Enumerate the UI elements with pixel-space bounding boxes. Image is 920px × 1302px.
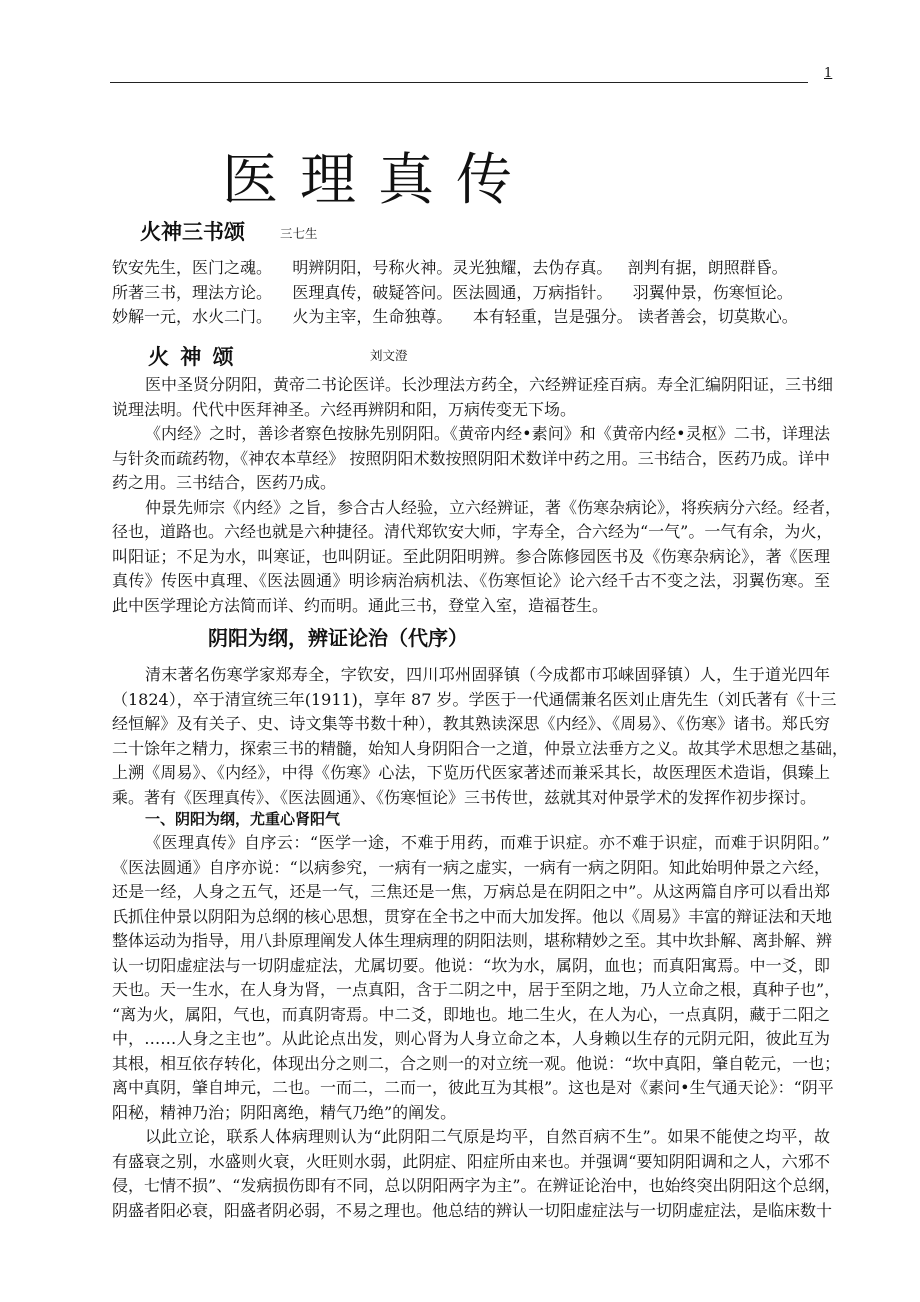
- poem1-author: 三七生: [280, 226, 318, 241]
- preface-intro: [112, 663, 849, 810]
- text-line: 与针灸而疏药物，《神农本草经》 按照阴阳术数按照阴阳术数详中药之用。三书结合，医药乃成。详中: [112, 448, 830, 468]
- text-line: 侵，七情不损”、“发病损伤即有不同，总以阴阳两字为主”。在辨证论治中，也始终突出阴阳这个总纲，: [112, 1176, 841, 1195]
- text-line: “离为火，属阳，气也，而真阴寄焉。中二爻，即地也。地二生火，在人为心，一点真阴，藏于二阳之: [112, 1004, 830, 1024]
- text-line: 说理法明。代代中医拜神圣。六经再辨阴和阳，万病传变无下场。: [112, 399, 577, 419]
- paragraph: [112, 496, 842, 619]
- header-rule: [110, 82, 808, 83]
- text-line: 还是一经，人身之五气，还是一气，三焦还是一焦，万病总是在阴阳之中”。从这两篇自序可以看出郑: [112, 882, 830, 901]
- poem2-heading: 火 神 颂: [148, 345, 236, 369]
- paragraph: [112, 1125, 841, 1223]
- text-line: 有盛衰之别，水盛则火衰，火旺则水弱，此阴症、阳症所由来也。并强调“要知阴阳调和之人，六邪不: [112, 1151, 830, 1171]
- paragraph: [112, 663, 849, 810]
- text-line: 经恒解》及有关子、史、诗文集等书数十种），教其熟读深思《内经》、《周易》、《伤寒》诸书。郑氏穷: [112, 714, 830, 733]
- text-line: 天也。天一生水，在人身为肾，一点真阳，含于二阴之中，居于至阴之地，乃人立命之根，真种子也”，: [112, 980, 841, 999]
- paragraph: [112, 373, 834, 422]
- section-body: [112, 831, 841, 1223]
- document-title: 医理真传: [222, 148, 534, 213]
- text-line: 阳秘，精神乃治；阴阳离绝，精气乃绝”的阐发。: [112, 1102, 457, 1122]
- text-line: 仲景先师宗《内经》之旨，参合古人经验，立六经辨证，著《伤寒杂病论》，将疾病分六经。经者，: [145, 497, 842, 517]
- text-line: 此中医学理论方法简而详、约而明。通此三书，登堂入室，造福苍生。: [112, 595, 609, 615]
- text-line: 真传》传医中真理、《医法圆通》明诊病治病机法、《伤寒恒论》论六经千古不变之法，羽翼伤寒。至: [112, 571, 830, 590]
- text-line: 叫阳证；不足为水，叫寒证，也叫阴证。至此阴阳明辨。参合陈修园医书及《伤寒杂病论》，著《医理: [112, 546, 830, 566]
- text-line: 医中圣贤分阴阳，黄帝二书论医详。长沙理法方药全，六经辨证痊百病。寿全汇编阴阳证，三书细: [145, 375, 834, 394]
- text-line: （1824），卒于清宣统三年(1911)，享年 87 岁。学医于一代通儒兼名医刘止唐先生（刘氏著有《十三: [112, 689, 837, 709]
- text-line: 径也，道路也。六经也就是六种捷径。清代郑钦安大师，字寿全，合六经为“一气”。一气有余，为火，: [112, 522, 833, 541]
- poem2-body: [112, 373, 842, 618]
- text-line: 氏抓住仲景以阴阳为总纲的核心思想，贯穿在全书之中而大加发挥。他以《周易》丰富的辩证法和天地: [112, 906, 833, 926]
- text-line: 二十馀年之精力，探索三书的精髓，始知人身阴阳合一之道，仲景立法垂方之义。故其学术思想之基础，: [112, 738, 849, 758]
- text-line: 以此立论，联系人体病理则认为“此阴阳二气原是均平，自然百病不生”。如果不能使之均平，故: [145, 1127, 830, 1146]
- poem-line: 妙解一元，水火二门。 火为主宰，生命独尊。 本有轻重，岂是强分。 读者善会，切莫欺心。: [112, 307, 798, 326]
- text-line: 乘。著有《医理真传》、《医法圆通》、《伤寒恒论》三书传世，兹就其对仲景学术的发挥作初步探讨。: [112, 787, 817, 807]
- text-line: 药之用。三书结合，医药乃成。: [112, 473, 337, 492]
- paragraph: [112, 422, 830, 496]
- text-line: 中，……人身之主也”。从此论点出发，则心肾为人身立命之本，人身赖以生存的元阴元阳，彼此互为: [112, 1029, 830, 1048]
- poem1-body: [112, 256, 830, 330]
- text-line: 整体运动为指导，用八卦原理阐发人体生理病理的阴阳法则，堪称精妙之至。其中坎卦解、离卦解、辨: [112, 931, 833, 950]
- text-line: 《内经》之时，善诊者察色按脉先别阴阳。《黄帝内经•素问》和《黄帝内经•灵枢》二书，详理法: [145, 424, 830, 443]
- paragraph: [112, 831, 841, 1125]
- text-line: 清末著名伤寒学家郑寿全，字钦安，四川邛州固驿镇（今成都市邛崃固驿镇）人，生于道光四年: [145, 665, 830, 684]
- text-line: 《医法圆通》自序亦说：“以病参究，一病有一病之虚实，一病有一病之阴阳。知此始明仲景之六经，: [112, 857, 830, 877]
- preface-heading: 阴阳为纲，辨证论治（代序）: [208, 626, 468, 650]
- text-line: 认一切阳虚症法与一切阴虚症法，尤属切要。他说：“坎为水，属阴，血也；而真阳寓焉。中一爻，即: [112, 955, 830, 975]
- text-line: 《医理真传》自序云：“医学一途，不难于用药，而难于识症。亦不难于识症，而难于识阴阳。”: [145, 833, 830, 852]
- text-line: 其根，相互依存转化，体现出分之则二，合之则一的对立统一观。他说：“坎中真阳，肇自乾元，一也；: [112, 1053, 841, 1073]
- text-line: 离中真阴，肇自坤元，二也。一而二，二而一，彼此互为其根”。这也是对《素问•生气通天论》：“阴平: [112, 1078, 834, 1097]
- page-number: 1: [824, 66, 833, 81]
- section-heading: 一、阴阳为纲，尤重心肾阳气: [145, 810, 341, 828]
- poem-line: 所著三书，理法方论。 医理真传，破疑答问。医法圆通，万病指针。 羽翼仲景，伤寒恒论。: [112, 282, 793, 302]
- poem-line: 钦安先生，医门之魂。 明辨阴阳，号称火神。灵光独耀，去伪存真。 剖判有据，朗照群昏。: [112, 258, 788, 277]
- poem1-heading: 火神三书颂: [140, 220, 245, 244]
- text-line: 阴盛者阳必衰，阳盛者阴必弱，不易之理也。他总结的辨认一切阳虚症法与一切阴虚症法，是临床数十: [112, 1200, 833, 1220]
- poem2-author: 刘文澄: [370, 348, 408, 363]
- text-line: 上溯《周易》、《内经》，中得《伤寒》心法，下览历代医家著述而兼采其长，故医理医术造诣，俱臻上: [112, 763, 830, 782]
